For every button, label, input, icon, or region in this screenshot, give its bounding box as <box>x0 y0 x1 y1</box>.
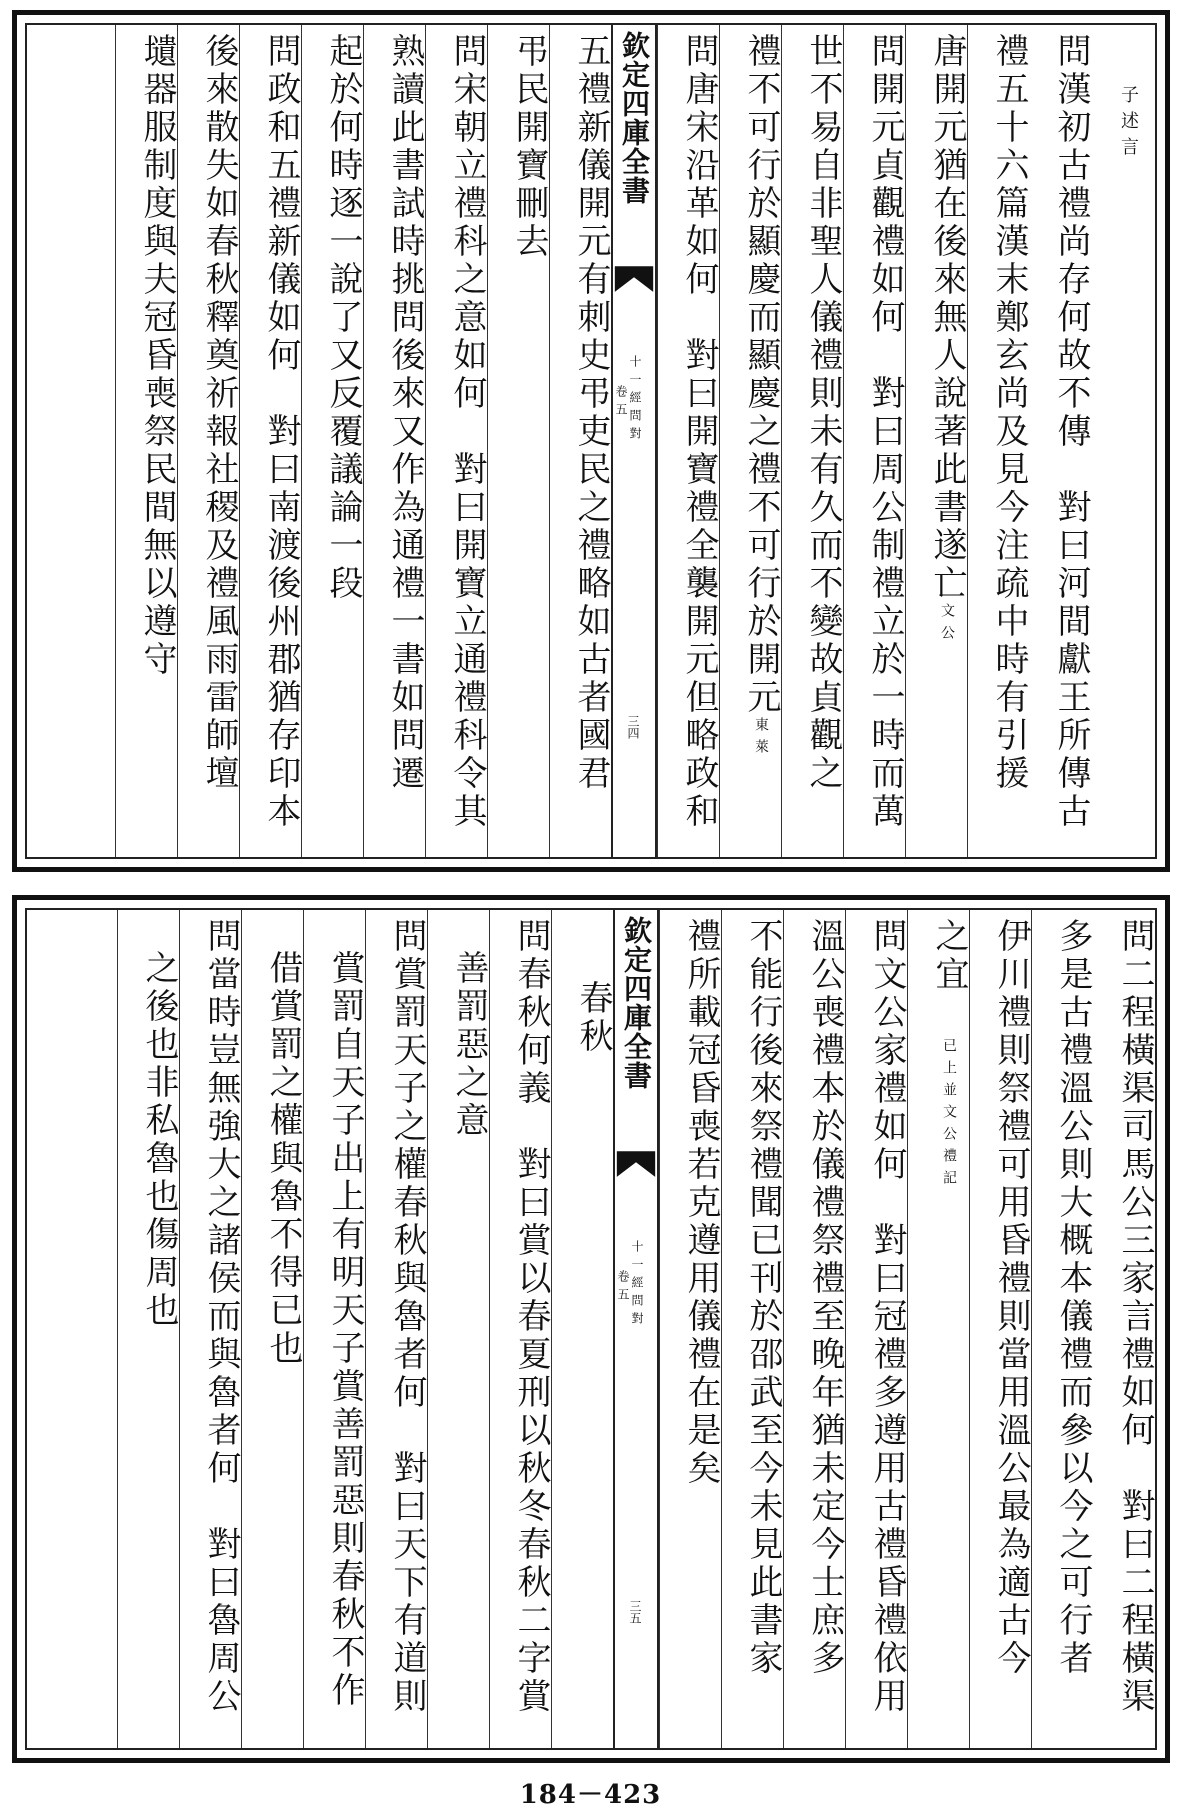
banner-title: 欽定四庫全書 <box>620 916 653 1090</box>
text-column: 問宋朝立禮科之意如何 對曰開寶立通禮科令其 <box>425 25 487 857</box>
annotation-note: 文公 <box>939 603 955 647</box>
top-page-frame <box>25 23 1157 859</box>
bottom-page <box>12 895 1170 1763</box>
text-column: 世不易自非聖人儀禮則未有久而不變故貞觀之 <box>781 25 843 857</box>
text-column: 禮所載冠昏喪若克遵用儀禮在是矣 <box>659 910 721 1748</box>
text-column-main: 唐開元猶在後來無人說著此書遂亡 <box>927 33 967 603</box>
text-column: 借賞罰之權與魯不得已也 <box>241 910 303 1748</box>
page-footer-number: 184－423 <box>519 1780 662 1810</box>
banner-page-number: 三四 <box>626 715 640 739</box>
top-page <box>12 10 1170 872</box>
fish-tail-mark-icon <box>615 1148 657 1182</box>
text-column: 多是古禮溫公則大概本儀禮而參以今之可行者 <box>1031 910 1093 1748</box>
banner-volume: 十一經問對 <box>628 355 642 445</box>
text-column: 問開元貞觀禮如何 對曰周公制禮立於一時而萬 <box>843 25 905 857</box>
text-column: 問賞罰天子之權春秋與魯者何 對曰天下有道則 <box>365 910 427 1748</box>
text-column-main: 禮不可行於顯慶而顯慶之禮不可行於開元 <box>741 33 781 717</box>
section-title: 春秋 <box>551 910 613 1748</box>
text-column: 問二程橫渠司馬公三家言禮如何 對曰二程橫渠 <box>1115 918 1155 1716</box>
fish-tail-mark-icon <box>613 263 655 297</box>
text-column <box>905 25 967 857</box>
bottom-page-frame <box>25 908 1157 1750</box>
banner-subvolume: 卷五 <box>614 385 628 421</box>
text-column: 問漢初古禮尚存何故不傳 對曰河間獻王所傳古 <box>1051 33 1091 831</box>
text-column <box>719 25 781 857</box>
text-column: 問春秋何義 對曰賞以春夏刑以秋冬春秋二字賞 <box>489 910 551 1748</box>
text-column: 不能行後來祭禮聞已刊於邵武至今未見此書家 <box>721 910 783 1748</box>
text-column: 後來散失如春秋釋奠祈報社稷及禮風雨雷師壇 <box>177 25 239 857</box>
text-column: 問政和五禮新儀如何 對曰南渡後州郡猶存印本 <box>239 25 301 857</box>
banner-title: 欽定四庫全書 <box>618 31 651 205</box>
text-column: 問唐宋沿革如何 對曰開寶禮全襲開元但略政和 <box>657 25 719 857</box>
annotation-note: 東萊 <box>753 717 769 761</box>
text-column: 壝器服制度與夫冠昏喪祭民間無以遵守 <box>115 25 177 857</box>
text-column: 問當時豈無強大之諸侯而與魯者何 對曰魯周公 <box>179 910 241 1748</box>
text-column: 之後也非私魯也傷周也 <box>117 910 179 1748</box>
text-column <box>907 910 969 1748</box>
text-column: 五禮新儀開元有刺史弔吏民之禮略如古者國君 <box>549 25 611 857</box>
banner-subvolume: 卷五 <box>616 1270 630 1306</box>
text-column: 起於何時逐一說了又反覆議論一段 <box>301 25 363 857</box>
chapter-mark: 子述言 <box>1118 85 1139 163</box>
text-column: 熟讀此書試時挑問後來又作為通禮一書如問遷 <box>363 25 425 857</box>
text-column: 善罰惡之意 <box>427 910 489 1748</box>
banner-page-number: 三五 <box>628 1600 642 1624</box>
center-banner <box>613 910 659 1748</box>
text-column-main: 之宜 <box>929 918 969 994</box>
text-column: 禮五十六篇漢末鄭玄尚及見今注疏中時有引援 <box>967 25 1029 857</box>
center-banner <box>611 25 657 857</box>
annotation-note: 已上並文公禮記 <box>941 1038 957 1192</box>
text-column: 伊川禮則祭禮可用昏禮則當用溫公最為適古今 <box>969 910 1031 1748</box>
text-column: 賞罰自天子出上有明天子賞善罰惡則春秋不作 <box>303 910 365 1748</box>
text-column: 溫公喪禮本於儀禮祭禮至晚年猶未定今士庶多 <box>783 910 845 1748</box>
text-column: 弔民開寶刪去 <box>487 25 549 857</box>
banner-volume: 十一經問對 <box>630 1240 644 1330</box>
text-column: 問文公家禮如何 對曰冠禮多遵用古禮昏禮依用 <box>845 910 907 1748</box>
